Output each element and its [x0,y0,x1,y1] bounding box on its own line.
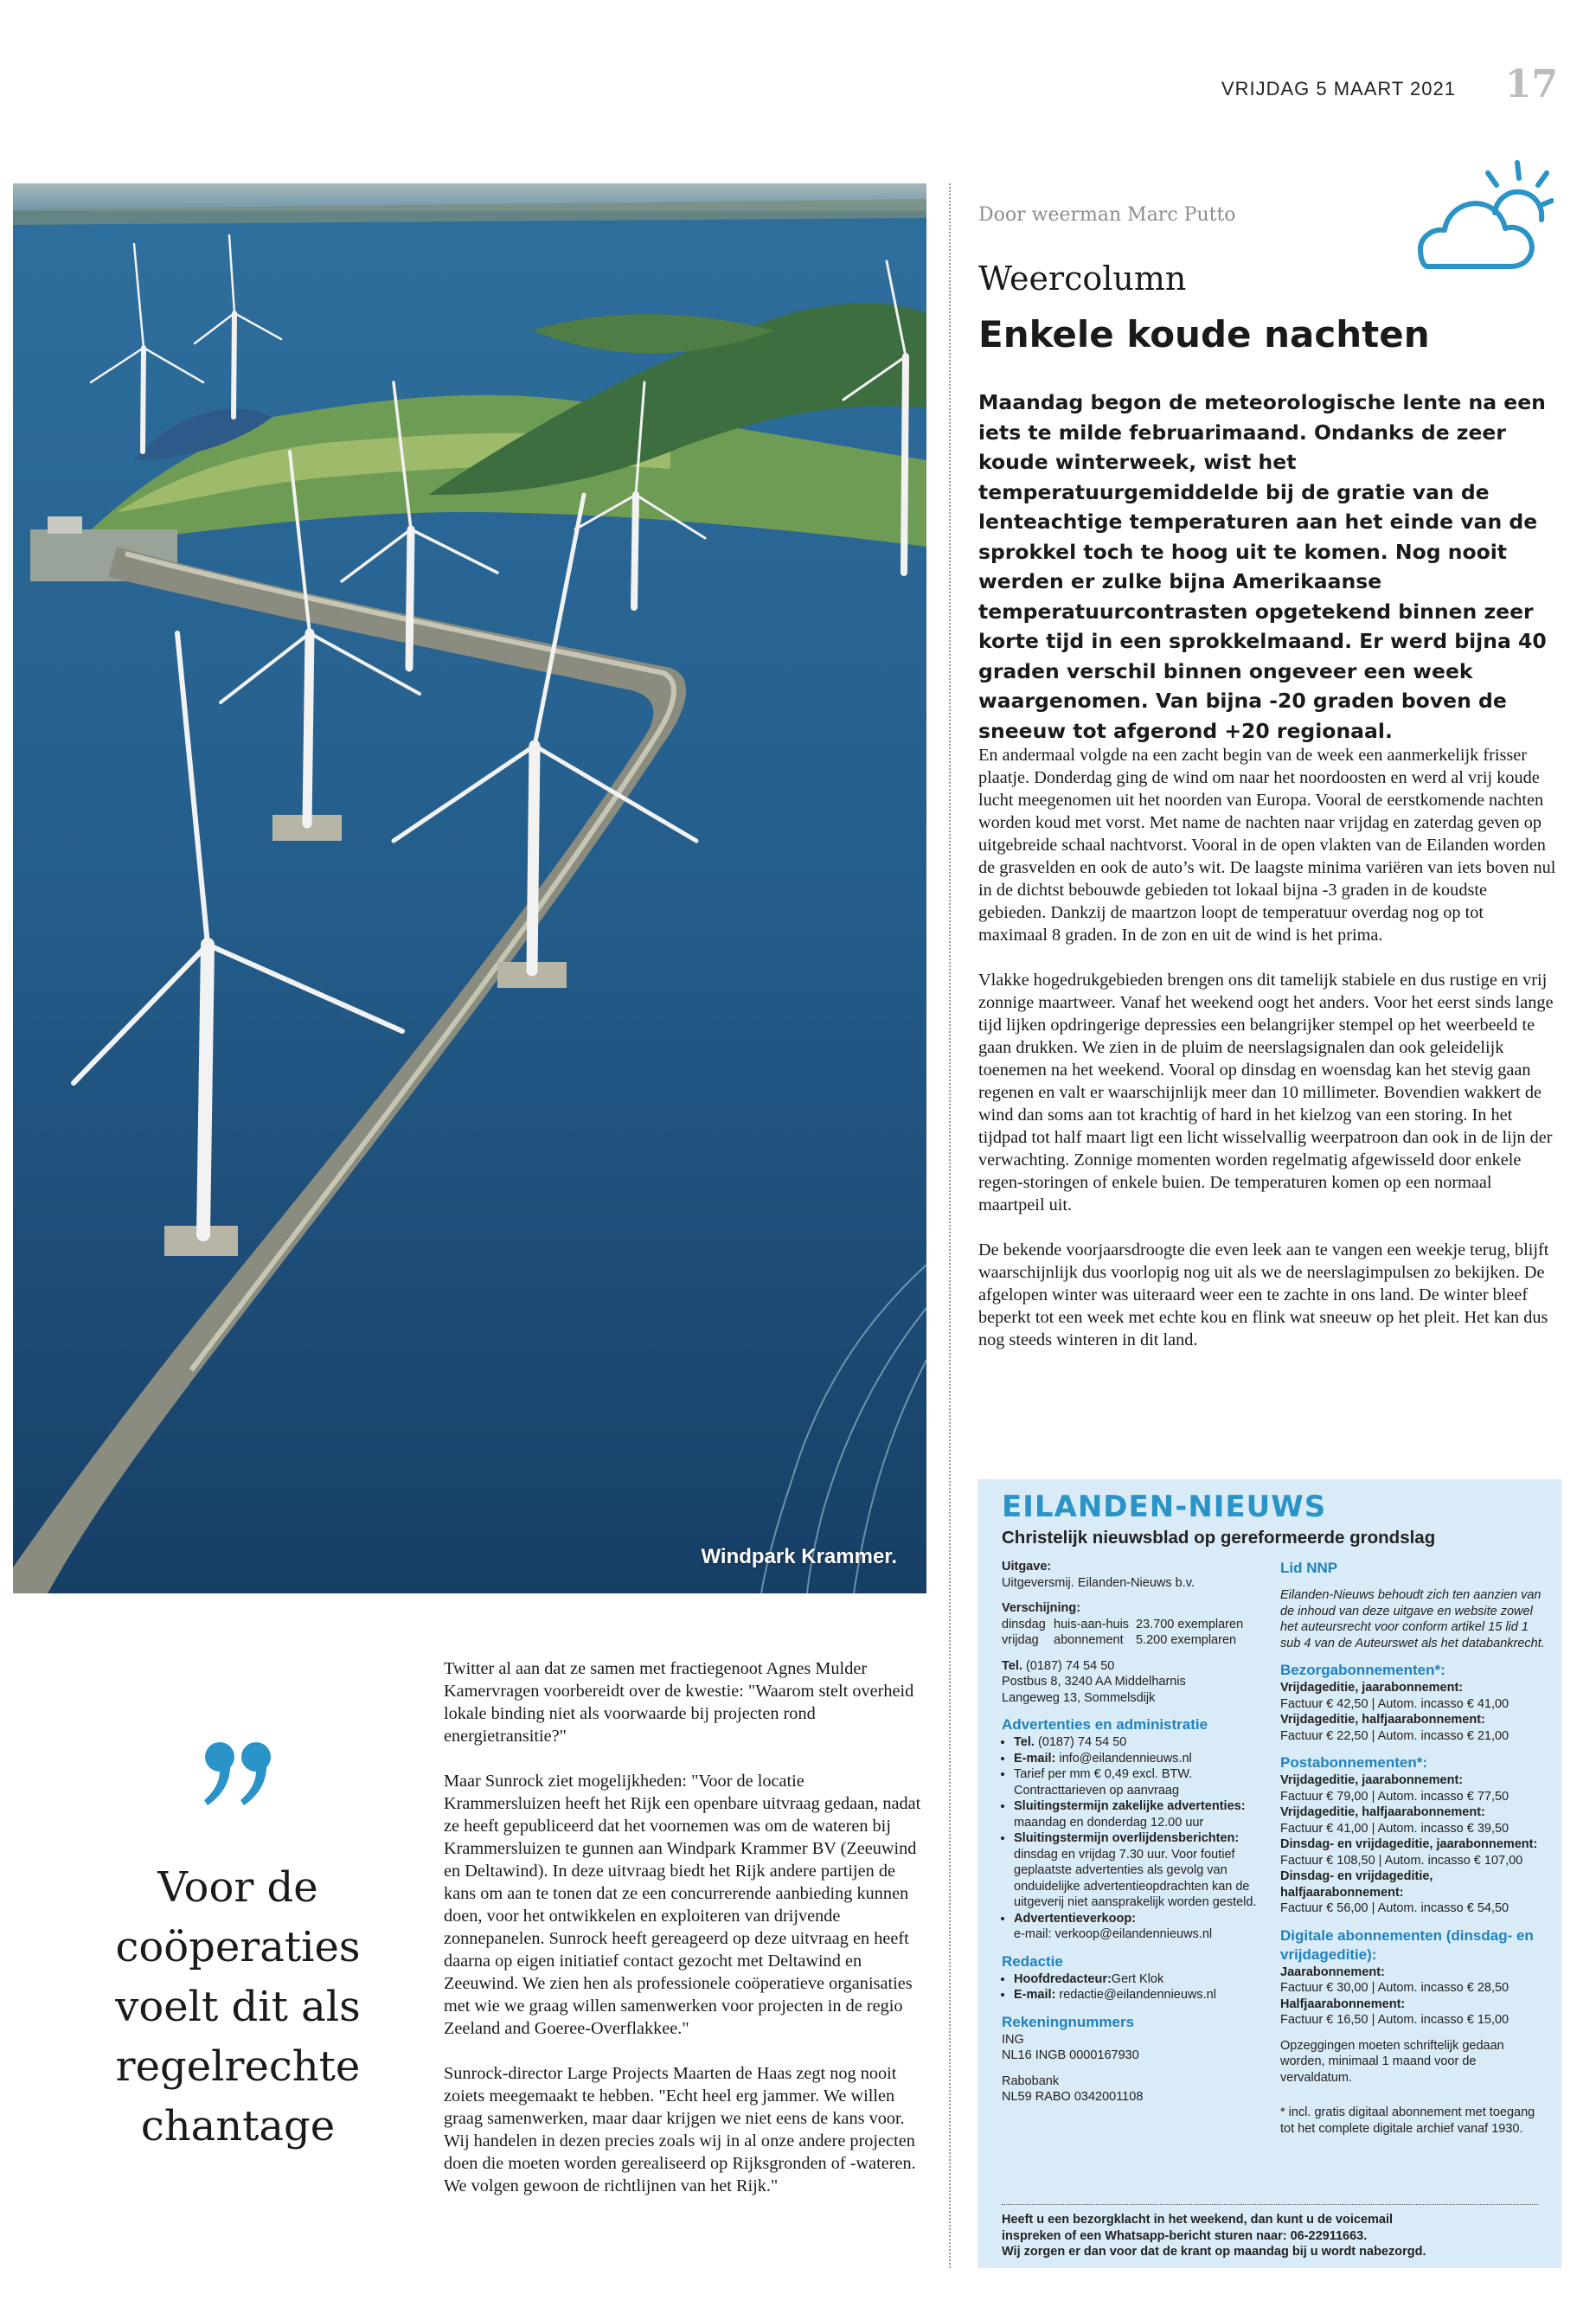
section-heading: Digitale abonnementen (dinsdag- en vrijdageditie): [1280,1926,1534,1963]
bank-line: NL16 INGB 0000167930 [1002,2048,1139,2062]
sub-price: Factuur € 42,50 | Autom. incasso € 41,00 [1280,1696,1509,1711]
section-heading: Bezorgabonnementen*: [1280,1662,1445,1678]
adv-item: • Tel. (0187) 74 54 50 [1014,1734,1261,1751]
redactie-item: • E-mail: redactie@eilandennieuws.nl [1014,1987,1261,2003]
redactie-list [1002,1971,1261,2003]
sub-title: Vrijdageditie, jaarabonnement: [1280,1681,1464,1695]
article-headline: Enkele koude nachten [978,313,1430,356]
sub-price: Factuur € 108,50 | Autom. incasso € 107,00 [1280,1853,1523,1868]
adv-item: • E-mail: info@eilandennieuws.nl [1014,1751,1261,1767]
bank-line: Rabobank [1002,2073,1060,2088]
sub-price: Factuur € 56,00 | Autom. incasso € 54,50 [1280,1901,1509,1915]
weather-byline: Door weerman Marc Putto [978,204,1236,226]
sub-title: Vrijdageditie, jaarabonnement: [1280,1773,1464,1787]
label: Verschijning: [1002,1601,1081,1615]
article-body [978,744,1556,1374]
sub-price: Factuur € 16,50 | Autom. incasso € 15,00 [1280,2013,1509,2027]
address-line: Langeweg 13, Sommelsdijk [1002,1690,1156,1705]
address-line: Postbus 8, 3240 AA Middelharnis [1002,1675,1186,1689]
adv-item: • Sluitingstermijn overlijdensberichten: dinsdag en vrijdag 7.30 uur. Voor foutief geplaatste advertenties als gevolg van onduidelijke advertentieopdrachten kan de uitgeverij niet aansprakelijk worden gesteld. [1014,1830,1261,1911]
footnote-text: * incl. gratis digitaal abonnement met toegang tot het complete digitale archief vanaf 1930. [1280,2106,1535,2136]
issue-date: VRIJDAG 5 MAART 2021 [1221,78,1456,99]
adv-list [1002,1734,1261,1943]
value: Uitgeversmij. Eilanden-Nieuws b.v. [1002,1575,1195,1590]
cancellation-text: Opzeggingen moeten schriftelijk gedaan worden, minimaal 1 maand voor de vervaldatum. [1280,2038,1504,2085]
quote-mark-icon [201,1734,279,1812]
adv-item: • Tarief per mm € 0,49 excl. BTW. Contracttarieven op aanvraag [1014,1766,1261,1798]
sub-title: Dinsdag- en vrijdageditie, halfjaarabonnement: [1280,1869,1433,1900]
section-heading: Postabonnementen*: [1280,1754,1428,1771]
copyright-text: Eilanden-Nieuws behoudt zich ten aanzien van de inhoud van deze uitgave en website zowel het auteursrecht voor conform artikel 15 lid 1 sub 4 van de Auteurswet als het databankrecht. [1280,1588,1545,1650]
sub-price: Factuur € 22,50 | Autom. incasso € 21,00 [1280,1728,1509,1743]
colophon-left-column [1002,1559,1261,2106]
sub-price: Factuur € 41,00 | Autom. incasso € 39,50 [1280,1821,1509,1836]
column-kicker: Weercolumn [978,260,1187,298]
adv-item: • Sluitingstermijn zakelijke advertenties: maandag en donderdag 12.00 uur [1014,1798,1261,1830]
sub-title: Halfjaarabonnement: [1280,1997,1406,2011]
section-heading: Redactie [1002,1952,1063,1970]
pull-quote: Voor de coöperaties voelt dit als regelrechte chantage [115,1863,361,2150]
article-lead: Maandag begon de meteorologische lente na een iets te milde februarimaand. Ondanks de zeer koude winterweek, wist het temperatuurgemiddelde bij de gratie van de lenteachtige temperaturen aan het einde van de sprokkel toch te hoog uit te komen. Nog nooit werden er zulke bijna Amerikaanse temperatuurcontrasten opgetekend binnen zeer korte tijd in een sprokkelmaand. Er werd bijna 40 graden verschil binnen ongeveer een week waargenomen. Van bijna -20 graden boven de sneeuw tot afgerond +20 regionaal. [978,390,1547,743]
body-paragraph: Vlakke hogedrukgebieden brengen ons dit tamelijk stabiele en dus rustige en vrij zonnige maartweer. Vanaf het weekend oogt het anders. Voor het eerst sinds lange tijd lijken opdringerige depressies een belangrijker stempel op het weerbeeld te gaan drukken. We zien in de pluim de neerslagsignalen dan ook geleidelijk toenemen na het weekend. Vooral op dinsdag en woensdag kan het stevig gaan regenen en valt er waarschijnlijk meer dan 10 millimeter. Bovendien wakkert de wind dan soms aan tot krachtig of hard in het kielzog van een storing. In het tijdpad tot half maart ligt een licht wisselvallig weerpatroon dan ook in de lijn der verwachting. Zonnige momenten worden regelmatig afgewisseld door enkele regen-storingen of enkele buien. De temperaturen komen op een normaal maartpeil uit. [978,971,1554,1215]
article-paragraph: Sunrock-director Large Projects Maarten de Haas zegt nog nooit zoiets meegemaakt te hebben. "Echt heel erg jammer. We willen graag samenwerken, maar daar krijgen we niet eens de kans voor. Wij handelen in dezen precies zoals wij in al onze andere projecten doen die moeten worden gerealiseerd op Rijksgronden of -wateren. We volgen gewoon de richtlijnen van het Rijk." [444,2064,916,2195]
sub-price: Factuur € 30,00 | Autom. incasso € 28,50 [1280,1981,1509,1995]
bank-line: ING [1002,2032,1024,2047]
photo-caption: Windpark Krammer. [701,1545,897,1568]
section-heading: Advertenties en administratie [1002,1716,1208,1733]
body-paragraph: En andermaal volgde na een zacht begin van de week een aanmerkelijk frisser plaatje. Donderdag ging de wind om naar het noordoosten en werd al vrij koude lucht meegenomen uit het noorden van Europa. Vooral de eerstkomende nachten worden koud met vorst. Met name de nachten naar vrijdag en zaterdag geven op uitgebreide schaal nachtvorst. Vooral in de open vlakten van de Eilanden worden de grasvelden en ook de auto’s wit. De laagste minima variëren van iets boven nul in de dichtst bebouwde gebieden tot lokaal bijna -3 graden in de koudste gebieden. Dankzij de maartzon loopt de temperatuur overdag nog op tot maximaal 8 graden. In de zon en uit de wind is het prima. [978,746,1556,945]
label: Uitgave: [1002,1560,1052,1574]
newspaper-logo: EILANDEN-NIEUWS [1002,1490,1327,1524]
aerial-windpark-illustration [13,183,926,1593]
verschijning-row: dinsdag huis-aan-huis 23.700 exemplaren [1002,1617,1244,1631]
cloud-sun-icon [1405,156,1554,277]
sub-title: Vrijdageditie, halfjaarabonnement: [1280,1805,1485,1819]
lower-article [444,1657,925,2220]
colophon-right-column [1280,1559,1548,2137]
newspaper-tagline: Christelijk nieuwsblad op gereformeerde grondslag [1002,1528,1436,1548]
colophon-box [977,1479,1561,2268]
sub-title: Jaarabonnement: [1280,1965,1385,1979]
windpark-photo [13,183,926,1593]
body-paragraph: De bekende voorjaarsdroogte die even leek aan te vangen een weekje terug, blijft waarschijnlijk dus voorlopig nog uit als we de neerslagimpulsen zo bekijken. De afgelopen winter was uiteraard weer een te zachte in ons land. De winter bleef beperkt tot een week met echte kou en flink wat sneeuw op het pleit. Het kan dus nog steeds winteren in dit land. [978,1240,1549,1349]
page-number: 17 [1504,62,1558,106]
redactie-item: • Hoofdredacteur:Gert Klok [1014,1971,1261,1988]
verschijning-row: vrijdag abonnement 5.200 exemplaren [1002,1633,1237,1647]
column-separator [949,183,951,2268]
section-heading: Rekeningnummers [1002,2013,1135,2030]
phone-line: Tel. (0187) 74 54 50 [1002,1658,1115,1673]
article-paragraph: Maar Sunrock ziet mogelijkheden: "Voor de locatie Krammersluizen heeft het Rijk een openbare uitvraag gedaan, nadat ze heeft gepubliceerd dat het voornemen was om de wateren bij Krammersluizen te gunnen aan Windpark Krammer BV (Zeeuwind en Deltawind). In deze uitvraag biedt het Rijk andere partijen de kans om aan te tonen dat ze een concurrerende aanbieding kunnen doen, voor het ontwikkelen en exploiteren van drijvende zonnepanelen. Sunrock heeft gereageerd op deze uitvraag en heeft daarna op eigen initiatief contact gezocht met Deltawind en Zeeuwind. We zien hen als professionele coöperatieve organisaties met wie we graag willen samenwerken voor projecten in de regio Zeeland and Goeree-Overflakkee." [444,1772,921,2038]
bank-line: NL59 RABO 0342001108 [1002,2090,1144,2104]
article-paragraph: Twitter al aan dat ze samen met fractiegenoot Agnes Mulder Kamervragen voorbereidt over de kwestie: "Waarom stelt overheid lokale binding niet als voorwaarde bij projecten rond energietransitie?" [444,1659,914,1746]
sub-title: Vrijdageditie, halfjaarabonnement: [1280,1713,1485,1727]
complaint-notice: Heeft u een bezorgklacht in het weekend, dan kunt u de voicemail inspreken of een Whatsapp-bericht sturen naar: 06-22911663. Wij zorgen er dan voor dat de krant op maandag bij u wordt nabezorgd. [1002,2204,1538,2260]
section-heading: Lid NNP [1280,1560,1338,1576]
sub-price: Factuur € 79,00 | Autom. incasso € 77,50 [1280,1789,1509,1804]
sub-title: Dinsdag- en vrijdageditie, jaarabonnement: [1280,1837,1538,1851]
adv-item: • Advertentieverkoop: e-mail: verkoop@eilandennieuws.nl [1014,1911,1261,1943]
